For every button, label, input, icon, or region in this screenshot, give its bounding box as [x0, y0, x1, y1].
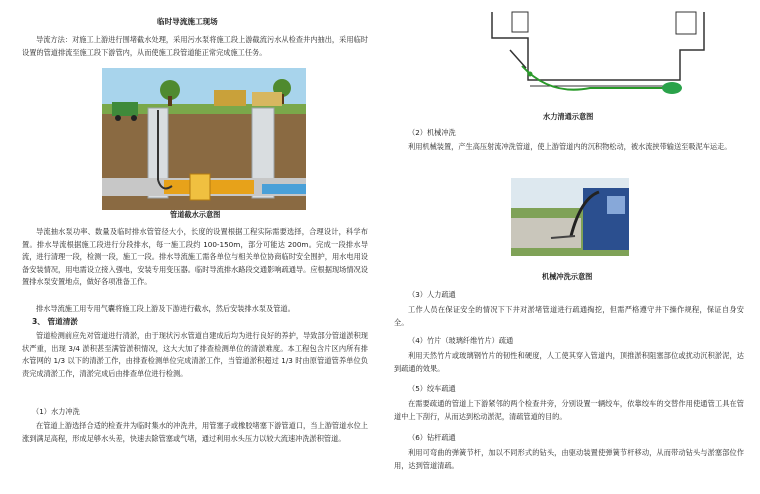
bamboo-dredge-heading: （4）竹片（玻璃纤维竹片）疏通 — [408, 336, 514, 345]
pipe-interception-figure — [102, 68, 306, 210]
manual-dredge-heading: （3）人力疏通 — [408, 290, 456, 299]
mechanical-flush-heading: （2）机械冲洗 — [408, 128, 456, 137]
hydraulic-cleaning-figure — [490, 10, 710, 104]
mechanical-flush-paragraph: 利用机械装置，产生高压射流冲洗管道，使上游管道内的沉积物松动，被水流挟带输送至吸泥车运走。 — [408, 142, 732, 151]
drill-rod-heading: （6）钻杆疏通 — [408, 433, 456, 442]
hydraulic-flush-paragraph: 在管道上游选择合适的检查井为临时集水的冲洗井，用管塞子或橡胶堵塞下游管道口，当上游管道水位上涨到满足高程，形成足够水头差，快速去除管塞或气堵，通过利用水头压力以较大流速冲洗淤积管道。 — [22, 421, 368, 443]
figure2-caption: 水力清通示意图 — [543, 112, 594, 121]
drill-rod-paragraph: 利用可弯曲的弹簧节杆，加以不同形式的钻头，由驱动装置使弹簧节杆移动，从而带动钻头与淤塞部位作用，达到管道清疏。 — [394, 448, 744, 470]
hydraulic-cleaning-diagram — [490, 10, 710, 104]
figure1-caption: 管道截水示意图 — [170, 210, 221, 219]
bamboo-dredge-paragraph: 利用天然竹片或玻璃钢竹片的韧性和硬度，人工使其穿入管道内，顶推淤积阻塞部位或扰动沉积淤泥，达到疏通的效果。 — [394, 351, 744, 373]
section3-heading: 3、 管道清淤 — [32, 317, 78, 326]
hydraulic-flush-heading: （1）水力冲洗 — [32, 407, 80, 416]
figure3-caption: 机械冲洗示意图 — [542, 272, 593, 281]
pipe-interception-illustration — [102, 68, 306, 210]
airbag-paragraph: 排水导流施工用专用气囊将施工段上游及下游进行截水，然后安装排水泵及管道。 — [36, 304, 295, 313]
winch-dredge-heading: （5）绞车疏通 — [408, 384, 456, 393]
diversion-method-paragraph: 导流方法：对施工上游进行围堵截水处理，采用污水泵将施工段上游截流污水从检查井内抽出，采用临时设置的管道排流至施工段下游管内，从而使施工段管道能正常完成施工任务。 — [22, 35, 368, 57]
winch-dredge-paragraph: 在需要疏通的管道上下游紧邻的两个检查井旁，分别设置一辆绞车，依靠绞车的交替作用使通管工具在管道中上下刮行，从而达到松动淤泥，清疏管道的目的。 — [394, 399, 744, 421]
dredging-paragraph: 管道检测前应先对管道进行清淤，由于现状污水管道自建成后均为进行良好的养护，导致部分管道淤积现状严重，出现 3/4 淤积甚至满管淤积情况，这大大加了排查检测单位的清淤难度。本工程包含片区内所有排水管网的 1/3 以下的清淤工作，由排查检测单位完成清淤工作，当管道淤积超过 1/3 时由原管道管养单位负责完成清淤工作，清淤完成后由排查单位进行检测。 — [22, 331, 368, 378]
manual-dredge-paragraph: 工作人员在保证安全的情况下下井对淤堵管道进行疏通掏挖，但需严格遵守井下操作规程，保证自身安全。 — [394, 305, 744, 327]
pump-setup-paragraph: 导流抽水泵功率、数量及临时排水管管径大小，长度的设置根据工程实际需要选择，合理设计，科学布置。排水导流根据施工段进行分段排水，每一施工段约 100-150m，部分可能达 200m。完成一段排水导流，进行清理一段，检测一段，施工一段。排水导流施工需各单位与相关单位协商临时安全围护，用水电用设备安装情况，用电需设立接入强电，安装专用变压器。临时导流排水路段交通影响疏通导。应根据现场情况设置排水泵安置地点，做好各项准备工作。 — [22, 227, 368, 286]
site-title: 临时导流施工现场 — [157, 17, 218, 26]
mechanical-flush-photo — [511, 178, 629, 256]
mechanical-flush-image — [511, 178, 629, 256]
